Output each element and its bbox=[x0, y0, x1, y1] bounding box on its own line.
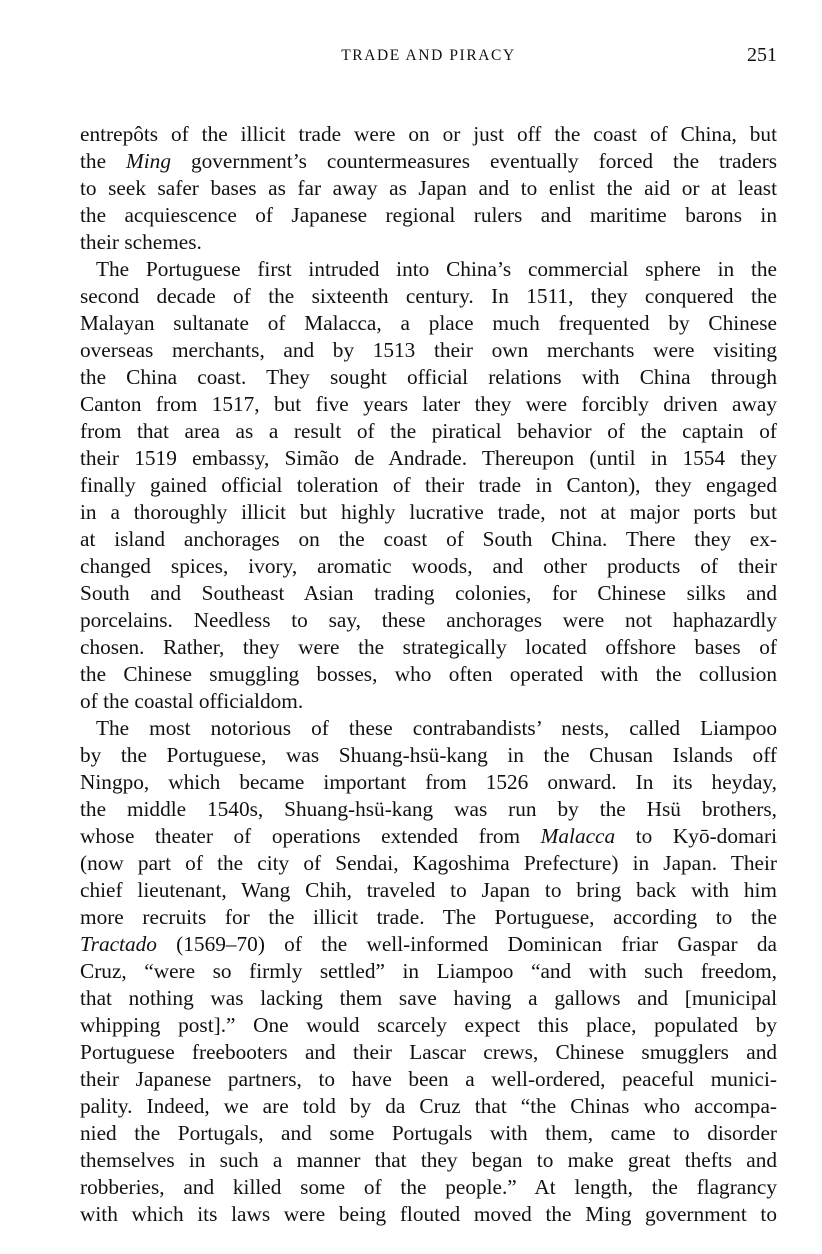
text-line bbox=[80, 445, 777, 472]
text-segment: Ningpo, which became important from 1526 onward. In its heyday, bbox=[80, 770, 777, 794]
text-line bbox=[80, 715, 777, 742]
text-line bbox=[80, 364, 777, 391]
text-line bbox=[80, 688, 777, 715]
text-segment: South and Southeast Asian trading colonies, for Chinese silks and bbox=[80, 581, 777, 605]
text-line bbox=[80, 1093, 777, 1120]
text-line bbox=[80, 310, 777, 337]
text-line bbox=[80, 877, 777, 904]
text-segment: (now part of the city of Sendai, Kagoshima Prefecture) in Japan. Their bbox=[80, 851, 777, 875]
text-segment: the China coast. They sought official relations with China through bbox=[80, 365, 777, 389]
text-segment: pality. Indeed, we are told by da Cruz that “the Chinas who accompa- bbox=[80, 1094, 777, 1118]
text-segment: the Chinese smuggling bosses, who often operated with the collusion bbox=[80, 662, 777, 686]
text-line bbox=[80, 1201, 777, 1228]
text-segment: overseas merchants, and by 1513 their own merchants were visiting bbox=[80, 338, 777, 362]
text-line bbox=[80, 418, 777, 445]
text-line bbox=[80, 499, 777, 526]
text-segment: chosen. Rather, they were the strategically located offshore bases of bbox=[80, 635, 777, 659]
text-line bbox=[80, 1174, 777, 1201]
text-segment: The Portuguese first intruded into China’s commercial sphere in the bbox=[96, 257, 777, 281]
text-segment: nied the Portugals, and some Portugals with them, came to disorder bbox=[80, 1121, 777, 1145]
text-segment: of the coastal officialdom. bbox=[80, 689, 304, 713]
text-segment: Portuguese freebooters and their Lascar crews, Chinese smugglers and bbox=[80, 1040, 777, 1064]
text-line bbox=[80, 1066, 777, 1093]
text-line bbox=[80, 337, 777, 364]
text-line bbox=[80, 607, 777, 634]
italic-text: Tractado bbox=[80, 932, 157, 956]
text-line bbox=[80, 526, 777, 553]
text-line bbox=[80, 796, 777, 823]
text-line bbox=[80, 634, 777, 661]
text-line bbox=[80, 1039, 777, 1066]
text-line bbox=[80, 661, 777, 688]
text-line bbox=[80, 391, 777, 418]
text-segment: their 1519 embassy, Simão de Andrade. Thereupon (until in 1554 they bbox=[80, 446, 777, 470]
text-segment: Cruz, “were so firmly settled” in Liampoo “and with such freedom, bbox=[80, 959, 777, 983]
text-segment: (1569–70) of the well-informed Dominican friar Gaspar da bbox=[156, 932, 777, 956]
text-segment: porcelains. Needless to say, these anchorages were not haphazardly bbox=[80, 608, 777, 632]
text-segment: The most notorious of these contrabandists’ nests, called Liampoo bbox=[96, 716, 777, 740]
text-segment: their Japanese partners, to have been a well-ordered, peaceful munici- bbox=[80, 1067, 777, 1091]
page-header bbox=[80, 44, 777, 70]
text-segment: to seek safer bases as far away as Japan and to enlist the aid or at least bbox=[80, 176, 777, 200]
text-line bbox=[80, 175, 777, 202]
text-segment: government’s countermeasures eventually forced the traders bbox=[170, 149, 777, 173]
italic-text: Ming bbox=[126, 149, 171, 173]
text-line bbox=[80, 904, 777, 931]
text-segment: with which its laws were being flouted moved the Ming government to bbox=[80, 1202, 777, 1226]
text-line bbox=[80, 121, 777, 148]
text-segment: to Kyō-domari bbox=[615, 824, 778, 848]
text-line bbox=[80, 823, 777, 850]
text-segment: whose theater of operations extended from bbox=[80, 824, 541, 848]
text-line bbox=[80, 229, 777, 256]
text-line bbox=[80, 553, 777, 580]
paragraph bbox=[80, 256, 777, 715]
text-line bbox=[80, 985, 777, 1012]
text-segment: themselves in such a manner that they began to make great thefts and bbox=[80, 1148, 777, 1172]
text-segment: finally gained official toleration of their trade in Canton), they engaged bbox=[80, 473, 777, 497]
text-segment: in a thoroughly illicit but highly lucrative trade, not at major ports but bbox=[80, 500, 777, 524]
text-line bbox=[80, 850, 777, 877]
text-line bbox=[80, 283, 777, 310]
text-line bbox=[80, 1120, 777, 1147]
paragraph bbox=[80, 715, 777, 1228]
paragraph bbox=[80, 121, 777, 256]
text-segment: Malayan sultanate of Malacca, a place much frequented by Chinese bbox=[80, 311, 777, 335]
text-segment: Canton from 1517, but five years later they were forcibly driven away bbox=[80, 392, 777, 416]
text-line bbox=[80, 472, 777, 499]
italic-text: Malacca bbox=[540, 824, 616, 848]
text-segment: that nothing was lacking them save having a gallows and [municipal bbox=[80, 986, 777, 1010]
body-text bbox=[80, 121, 777, 1228]
text-segment: the middle 1540s, Shuang-hsü-kang was run by the Hsü brothers, bbox=[80, 797, 777, 821]
text-segment: whipping post].” One would scarcely expect this place, populated by bbox=[80, 1013, 777, 1037]
text-line bbox=[80, 202, 777, 229]
text-segment: their schemes. bbox=[80, 230, 202, 254]
text-segment: robberies, and killed some of the people.” At length, the flagrancy bbox=[80, 1175, 777, 1199]
text-segment: the bbox=[80, 149, 127, 173]
text-line bbox=[80, 958, 777, 985]
running-head: TRADE AND PIRACY bbox=[341, 47, 516, 64]
text-line bbox=[80, 742, 777, 769]
text-line bbox=[80, 148, 777, 175]
text-line bbox=[80, 256, 777, 283]
text-segment: the acquiescence of Japanese regional rulers and maritime barons in bbox=[80, 203, 777, 227]
text-line bbox=[80, 769, 777, 796]
text-segment: chief lieutenant, Wang Chih, traveled to Japan to bring back with him bbox=[80, 878, 777, 902]
text-segment: at island anchorages on the coast of South China. There they ex- bbox=[80, 527, 777, 551]
text-line bbox=[80, 1147, 777, 1174]
text-line bbox=[80, 931, 777, 958]
text-line bbox=[80, 580, 777, 607]
text-segment: changed spices, ivory, aromatic woods, and other products of their bbox=[80, 554, 777, 578]
text-segment: more recruits for the illicit trade. The Portuguese, according to the bbox=[80, 905, 777, 929]
page-number: 251 bbox=[747, 44, 777, 66]
text-line bbox=[80, 1012, 777, 1039]
text-segment: entrepôts of the illicit trade were on or just off the coast of China, but bbox=[80, 122, 777, 146]
text-segment: by the Portuguese, was Shuang-hsü-kang in the Chusan Islands off bbox=[80, 743, 777, 767]
text-segment: second decade of the sixteenth century. In 1511, they conquered the bbox=[80, 284, 777, 308]
text-segment: from that area as a result of the piratical behavior of the captain of bbox=[80, 419, 777, 443]
